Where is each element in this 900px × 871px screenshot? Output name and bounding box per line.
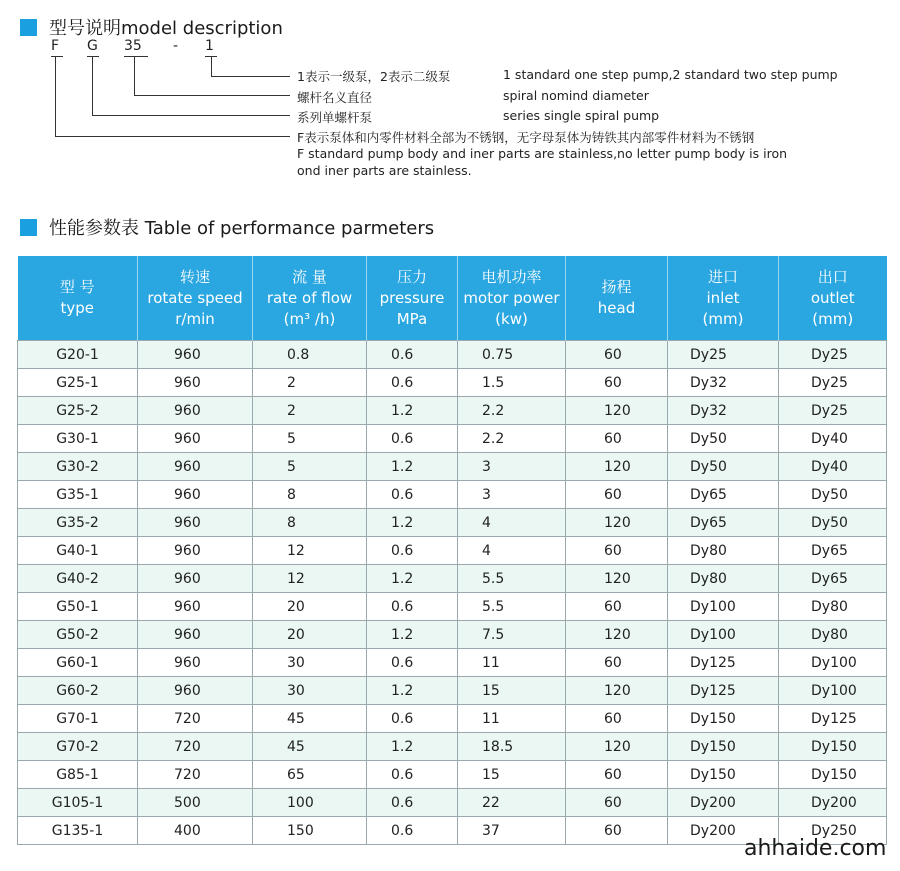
table-cell: 2.2 — [458, 397, 566, 425]
table-cell: Dy65 — [779, 565, 887, 593]
table-cell: 960 — [138, 453, 253, 481]
table-cell: 0.6 — [367, 789, 458, 817]
table-cell: 0.6 — [367, 341, 458, 369]
table-cell: 960 — [138, 425, 253, 453]
code-separator: - — [173, 38, 179, 54]
desc-series-cn: 系列单螺杆泵 — [297, 110, 373, 125]
table-cell: 65 — [253, 761, 367, 789]
table-cell: Dy65 — [668, 481, 779, 509]
table-cell: Dy150 — [668, 761, 779, 789]
table-cell: 60 — [566, 817, 668, 845]
table-cell: 15 — [458, 677, 566, 705]
table-cell: 60 — [566, 593, 668, 621]
table-cell: 500 — [138, 789, 253, 817]
table-cell: 960 — [138, 537, 253, 565]
table-cell: Dy100 — [779, 677, 887, 705]
header-head: 扬程 head — [566, 256, 668, 341]
watermark: ahhaide.com — [744, 836, 887, 861]
table-cell: 20 — [253, 621, 367, 649]
table-row — [18, 733, 887, 761]
table-cell: Dy150 — [779, 733, 887, 761]
table-cell: 60 — [566, 425, 668, 453]
code-letter-g: G — [87, 38, 98, 54]
table-cell: Dy40 — [779, 425, 887, 453]
header-rotate-speed: 转速 rotate speed r/min — [138, 256, 253, 341]
table-cell: Dy80 — [668, 565, 779, 593]
table-cell: 2 — [253, 369, 367, 397]
table-cell: G50-2 — [18, 621, 138, 649]
table-header-row — [18, 256, 887, 341]
table-cell: 45 — [253, 705, 367, 733]
table-cell: 4 — [458, 537, 566, 565]
table-cell: 120 — [566, 397, 668, 425]
table-row — [18, 369, 887, 397]
table-cell: Dy100 — [668, 621, 779, 649]
table-cell: G60-2 — [18, 677, 138, 705]
table-row — [18, 593, 887, 621]
performance-table-title: 性能参数表 Table of performance parmeters — [49, 218, 435, 239]
table-row — [18, 621, 887, 649]
table-cell: 60 — [566, 649, 668, 677]
table-cell: G25-1 — [18, 369, 138, 397]
table-cell: 0.8 — [253, 341, 367, 369]
performance-table-heading — [20, 214, 434, 240]
header-rate-of-flow: 流 量 rate of flow (m³ /h) — [253, 256, 367, 341]
table-cell: G20-1 — [18, 341, 138, 369]
table-cell: Dy80 — [668, 537, 779, 565]
table-cell: 1.2 — [367, 509, 458, 537]
table-cell: 1.2 — [367, 453, 458, 481]
model-description-heading — [20, 14, 283, 40]
code-step: 1 — [205, 38, 214, 54]
table-cell: 0.6 — [367, 425, 458, 453]
table-cell: 120 — [566, 677, 668, 705]
table-row — [18, 789, 887, 817]
table-cell: G30-2 — [18, 453, 138, 481]
table-cell: G35-2 — [18, 509, 138, 537]
table-cell: 0.75 — [458, 341, 566, 369]
table-cell: 11 — [458, 649, 566, 677]
desc-step-en: 1 standard one step pump,2 standard two step pump — [503, 67, 838, 82]
table-cell: Dy150 — [668, 705, 779, 733]
table-cell: Dy25 — [779, 341, 887, 369]
table-cell: 8 — [253, 481, 367, 509]
table-cell: 0.6 — [367, 649, 458, 677]
table-cell: 60 — [566, 789, 668, 817]
table-cell: Dy50 — [668, 453, 779, 481]
table-cell: Dy125 — [668, 677, 779, 705]
table-cell: Dy65 — [779, 537, 887, 565]
table-cell: 22 — [458, 789, 566, 817]
table-cell: 120 — [566, 565, 668, 593]
header-type: 型 号 type — [18, 256, 138, 341]
table-cell: 60 — [566, 537, 668, 565]
table-cell: Dy32 — [668, 397, 779, 425]
table-cell: Dy80 — [779, 593, 887, 621]
table-cell: 0.6 — [367, 481, 458, 509]
header-inlet: 进口 inlet (mm) — [668, 256, 779, 341]
table-cell: Dy40 — [779, 453, 887, 481]
table-cell: 960 — [138, 677, 253, 705]
table-cell: G85-1 — [18, 761, 138, 789]
table-cell: Dy65 — [668, 509, 779, 537]
table-cell: G105-1 — [18, 789, 138, 817]
table-cell: Dy200 — [668, 789, 779, 817]
desc-diameter-en: spiral nomind diameter — [503, 88, 649, 103]
table-cell: Dy25 — [779, 397, 887, 425]
table-cell: Dy200 — [668, 817, 779, 845]
table-cell: Dy100 — [668, 593, 779, 621]
table-cell: Dy250 — [779, 817, 887, 845]
table-cell: Dy25 — [779, 369, 887, 397]
table-cell: 45 — [253, 733, 367, 761]
model-description-title: 型号说明model description — [49, 18, 283, 39]
table-cell: G40-2 — [18, 565, 138, 593]
table-cell: 960 — [138, 621, 253, 649]
table-row — [18, 397, 887, 425]
table-cell: 0.6 — [367, 369, 458, 397]
table-cell: Dy125 — [779, 705, 887, 733]
desc-material-en-2: ond iner parts are stainless. — [297, 163, 472, 178]
desc-step-cn: 1表示一级泵，2表示二级泵 — [297, 69, 451, 84]
table-cell: 100 — [253, 789, 367, 817]
table-cell: 12 — [253, 565, 367, 593]
code-letter-f: F — [51, 38, 60, 54]
table-cell: 20 — [253, 593, 367, 621]
header-pressure: 压力 pressure MPa — [367, 256, 458, 341]
table-cell: 60 — [566, 369, 668, 397]
table-cell: Dy80 — [779, 621, 887, 649]
table-cell: 1.2 — [367, 733, 458, 761]
table-row — [18, 761, 887, 789]
table-cell: 2 — [253, 397, 367, 425]
table-cell: 960 — [138, 565, 253, 593]
table-cell: 0.6 — [367, 537, 458, 565]
table-cell: Dy200 — [779, 789, 887, 817]
table-row — [18, 509, 887, 537]
table-cell: G70-2 — [18, 733, 138, 761]
section-marker-icon — [20, 19, 37, 36]
table-cell: G135-1 — [18, 817, 138, 845]
header-motor-power: 电机功率 motor power (kw) — [458, 256, 566, 341]
table-cell: G70-1 — [18, 705, 138, 733]
table-cell: 7.5 — [458, 621, 566, 649]
table-cell: Dy125 — [668, 649, 779, 677]
table-row — [18, 341, 887, 369]
table-cell: 960 — [138, 341, 253, 369]
table-cell: 30 — [253, 677, 367, 705]
table-cell: 0.6 — [367, 761, 458, 789]
table-cell: 0.6 — [367, 817, 458, 845]
table-cell: 11 — [458, 705, 566, 733]
table-cell: 60 — [566, 761, 668, 789]
table-cell: 12 — [253, 537, 367, 565]
table-cell: G25-2 — [18, 397, 138, 425]
table-cell: 37 — [458, 817, 566, 845]
table-row — [18, 453, 887, 481]
table-cell: 5.5 — [458, 565, 566, 593]
table-cell: 960 — [138, 369, 253, 397]
table-cell: 15 — [458, 761, 566, 789]
table-cell: 30 — [253, 649, 367, 677]
performance-table — [17, 256, 887, 845]
table-cell: Dy50 — [668, 425, 779, 453]
code-diameter: 35 — [124, 38, 142, 54]
table-cell: Dy100 — [779, 649, 887, 677]
table-cell: Dy25 — [668, 341, 779, 369]
section-marker-icon — [20, 219, 37, 236]
table-cell: Dy50 — [779, 481, 887, 509]
table-cell: G40-1 — [18, 537, 138, 565]
table-cell: G35-1 — [18, 481, 138, 509]
table-cell: 120 — [566, 733, 668, 761]
table-cell: 60 — [566, 341, 668, 369]
table-cell: 1.2 — [367, 621, 458, 649]
table-cell: 960 — [138, 509, 253, 537]
table-cell: Dy150 — [668, 733, 779, 761]
table-cell: G30-1 — [18, 425, 138, 453]
table-row — [18, 677, 887, 705]
table-cell: Dy32 — [668, 369, 779, 397]
table-row — [18, 565, 887, 593]
header-outlet: 出口 outlet (mm) — [779, 256, 887, 341]
table-cell: 5.5 — [458, 593, 566, 621]
table-cell: 60 — [566, 481, 668, 509]
table-row — [18, 537, 887, 565]
table-cell: 1.2 — [367, 565, 458, 593]
table-cell: 400 — [138, 817, 253, 845]
table-cell: 720 — [138, 761, 253, 789]
table-cell: 720 — [138, 733, 253, 761]
table-cell: 960 — [138, 397, 253, 425]
table-cell: Dy50 — [779, 509, 887, 537]
table-row — [18, 425, 887, 453]
table-cell: 120 — [566, 509, 668, 537]
table-cell: G50-1 — [18, 593, 138, 621]
table-cell: 960 — [138, 481, 253, 509]
table-cell: 0.6 — [367, 593, 458, 621]
table-cell: 1.2 — [367, 397, 458, 425]
table-row — [18, 649, 887, 677]
table-row — [18, 481, 887, 509]
table-cell: Dy150 — [779, 761, 887, 789]
table-cell: 3 — [458, 453, 566, 481]
desc-material-cn: F表示泵体和内零件材料全部为不锈钢，无字母泵体为铸铁其内部零件材料为不锈钢 — [297, 130, 755, 145]
table-cell: 18.5 — [458, 733, 566, 761]
table-cell: 1.2 — [367, 677, 458, 705]
table-cell: 4 — [458, 509, 566, 537]
table-cell: 5 — [253, 425, 367, 453]
table-cell: 120 — [566, 453, 668, 481]
table-cell: 120 — [566, 621, 668, 649]
table-cell: 8 — [253, 509, 367, 537]
table-row — [18, 705, 887, 733]
table-cell: 60 — [566, 705, 668, 733]
table-cell: 150 — [253, 817, 367, 845]
table-cell: 3 — [458, 481, 566, 509]
table-cell: 960 — [138, 593, 253, 621]
table-cell: 5 — [253, 453, 367, 481]
table-cell: 2.2 — [458, 425, 566, 453]
desc-series-en: series single spiral pump — [503, 108, 660, 123]
table-cell: 1.5 — [458, 369, 566, 397]
table-cell: 960 — [138, 649, 253, 677]
table-cell: G60-1 — [18, 649, 138, 677]
table-cell: 720 — [138, 705, 253, 733]
desc-diameter-cn: 螺杆名义直径 — [297, 90, 373, 105]
table-cell: 0.6 — [367, 705, 458, 733]
desc-material-en-1: F standard pump body and iner parts are stainless,no letter pump body is iron — [297, 146, 788, 161]
